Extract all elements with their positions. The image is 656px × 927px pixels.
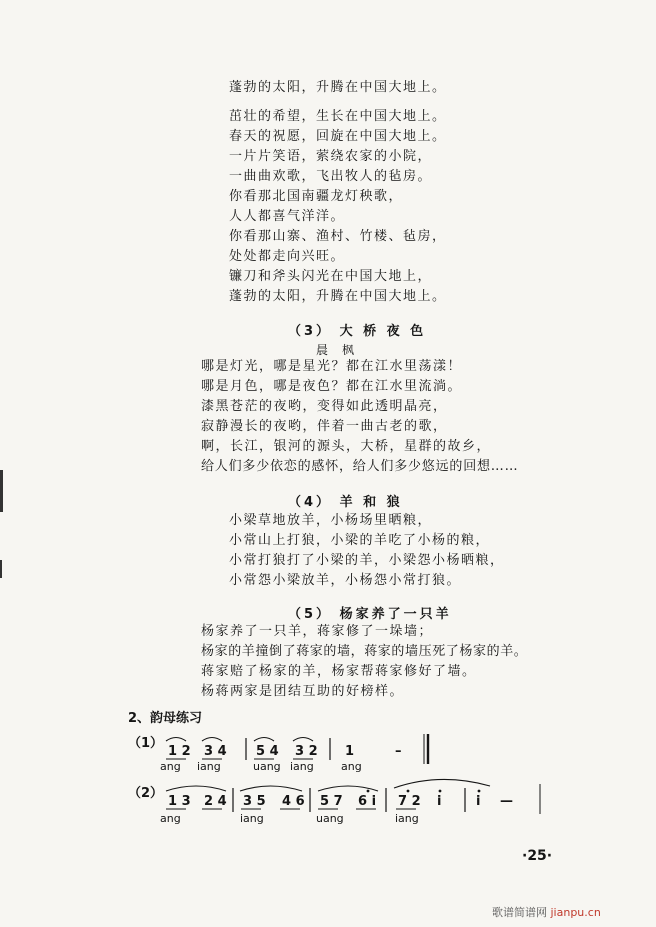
note-group: 1 bbox=[345, 744, 355, 759]
poem-line: 你看那北国南疆龙灯秧歌， bbox=[229, 189, 404, 204]
piece-3-line: 哪是月色，哪是夜色？都在江水里流淌。 bbox=[201, 379, 463, 394]
poem-line: 一曲曲欢歌，飞出牧人的毡房。 bbox=[229, 169, 433, 184]
poem-line: 春天的祝愿，回旋在中国大地上。 bbox=[229, 129, 447, 144]
notation-row-1 bbox=[128, 734, 428, 773]
row-label: （2） bbox=[128, 786, 164, 801]
piece-5-line: 杨家养了一只羊，蒋家修了一垛墙； bbox=[201, 624, 434, 639]
piece-3-line: 给人们多少依恋的感怀，给人们多少悠远的回想…… bbox=[201, 459, 519, 474]
slur bbox=[254, 738, 274, 742]
syllable: uang bbox=[316, 812, 344, 825]
note-group: 2 4 bbox=[204, 794, 227, 809]
note-group: – bbox=[395, 744, 402, 759]
scan-edge-mark bbox=[0, 470, 3, 512]
slur bbox=[166, 738, 186, 742]
syllable: ang bbox=[160, 760, 181, 773]
piece-3-line: 漆黑苍茫的夜哟，变得如此透明晶亮， bbox=[201, 399, 448, 414]
poem-line: 一片片笑语，萦绕农家的小院， bbox=[229, 149, 433, 164]
notation-row-2 bbox=[128, 779, 540, 825]
row-label: （1） bbox=[128, 736, 164, 751]
piece-3-line: 寂静漫长的夜哟，伴着一曲古老的歌， bbox=[201, 419, 448, 434]
slur bbox=[394, 779, 490, 788]
watermark-text: 歌谱简谱网 bbox=[492, 906, 547, 919]
slur bbox=[240, 786, 302, 791]
syllable: iang bbox=[290, 760, 314, 773]
poem-line: 你看那山寨、渔村、竹楼、毡房， bbox=[229, 229, 447, 244]
syllable: iang bbox=[395, 812, 419, 825]
exercise-heading: 2、韵母练习 bbox=[128, 711, 203, 726]
note-group: 7 2 bbox=[398, 794, 421, 809]
note-group: 5 7 bbox=[320, 794, 343, 809]
piece-5-line: 蒋家赔了杨家的羊，杨家帮蒋家修好了墙。 bbox=[201, 664, 477, 679]
note-group: — bbox=[500, 794, 513, 809]
poem-line: 镰刀和斧头闪光在中国大地上， bbox=[229, 269, 433, 284]
note-group: 1 3 bbox=[168, 794, 191, 809]
note-group: 6 i bbox=[358, 794, 377, 809]
watermark-url: jianpu.cn bbox=[550, 906, 601, 919]
syllable: uang bbox=[253, 760, 281, 773]
poem-line: 人人都喜气洋洋。 bbox=[229, 209, 346, 224]
slur bbox=[293, 738, 313, 742]
piece-5-line: 杨家的羊撞倒了蒋家的墙，蒋家的墙压死了杨家的羊。 bbox=[201, 644, 528, 659]
note-group: 3 5 bbox=[243, 794, 266, 809]
slur bbox=[202, 738, 222, 742]
note-group: 3 2 bbox=[295, 744, 318, 759]
piece-4-line: 小梁草地放羊，小杨场里晒粮， bbox=[229, 513, 433, 528]
piece-3-author: 晨枫 bbox=[316, 343, 369, 357]
note-group: 5 4 bbox=[256, 744, 279, 759]
syllable: iang bbox=[240, 812, 264, 825]
watermark bbox=[492, 904, 601, 920]
poem-line: 茁壮的希望，生长在中国大地上。 bbox=[229, 109, 447, 124]
scan-edge-mark bbox=[0, 560, 2, 578]
piece-4-title: （4） 羊 和 狼 bbox=[288, 495, 403, 510]
syllable: ang bbox=[341, 760, 362, 773]
page-number: ·25· bbox=[522, 848, 553, 864]
note-group: 3 4 bbox=[204, 744, 227, 759]
piece-5-line: 杨蒋两家是团结互助的好榜样。 bbox=[201, 684, 405, 699]
poem-line: 蓬勃的太阳，升腾在中国大地上。 bbox=[229, 289, 447, 304]
note-group: 4 6 bbox=[282, 794, 305, 809]
piece-3-title: （3） 大 桥 夜 色 bbox=[288, 324, 427, 339]
piece-4-line: 小常打狼打了小梁的羊，小梁怨小杨晒粮， bbox=[229, 553, 505, 568]
syllable: ang bbox=[160, 812, 181, 825]
slur bbox=[166, 786, 226, 791]
poem-line: 蓬勃的太阳，升腾在中国大地上。 bbox=[229, 80, 447, 95]
piece-3-line: 哪是灯光，哪是星光？都在江水里荡漾！ bbox=[201, 359, 463, 374]
piece-4-line: 小常山上打狼，小梁的羊吃了小杨的粮， bbox=[229, 533, 491, 548]
syllable: iang bbox=[197, 760, 221, 773]
note-group: 1 2 bbox=[168, 744, 191, 759]
note-group: i bbox=[437, 794, 442, 809]
poem-line: 处处都走向兴旺。 bbox=[229, 249, 346, 264]
note-group: i bbox=[476, 794, 481, 809]
piece-4-line: 小常怨小梁放羊，小杨怨小常打狼。 bbox=[229, 573, 462, 588]
piece-5-title: （5） 杨家养了一只羊 bbox=[288, 607, 452, 622]
piece-3-line: 啊，长江，银河的源头，大桥，星群的故乡， bbox=[201, 439, 492, 454]
